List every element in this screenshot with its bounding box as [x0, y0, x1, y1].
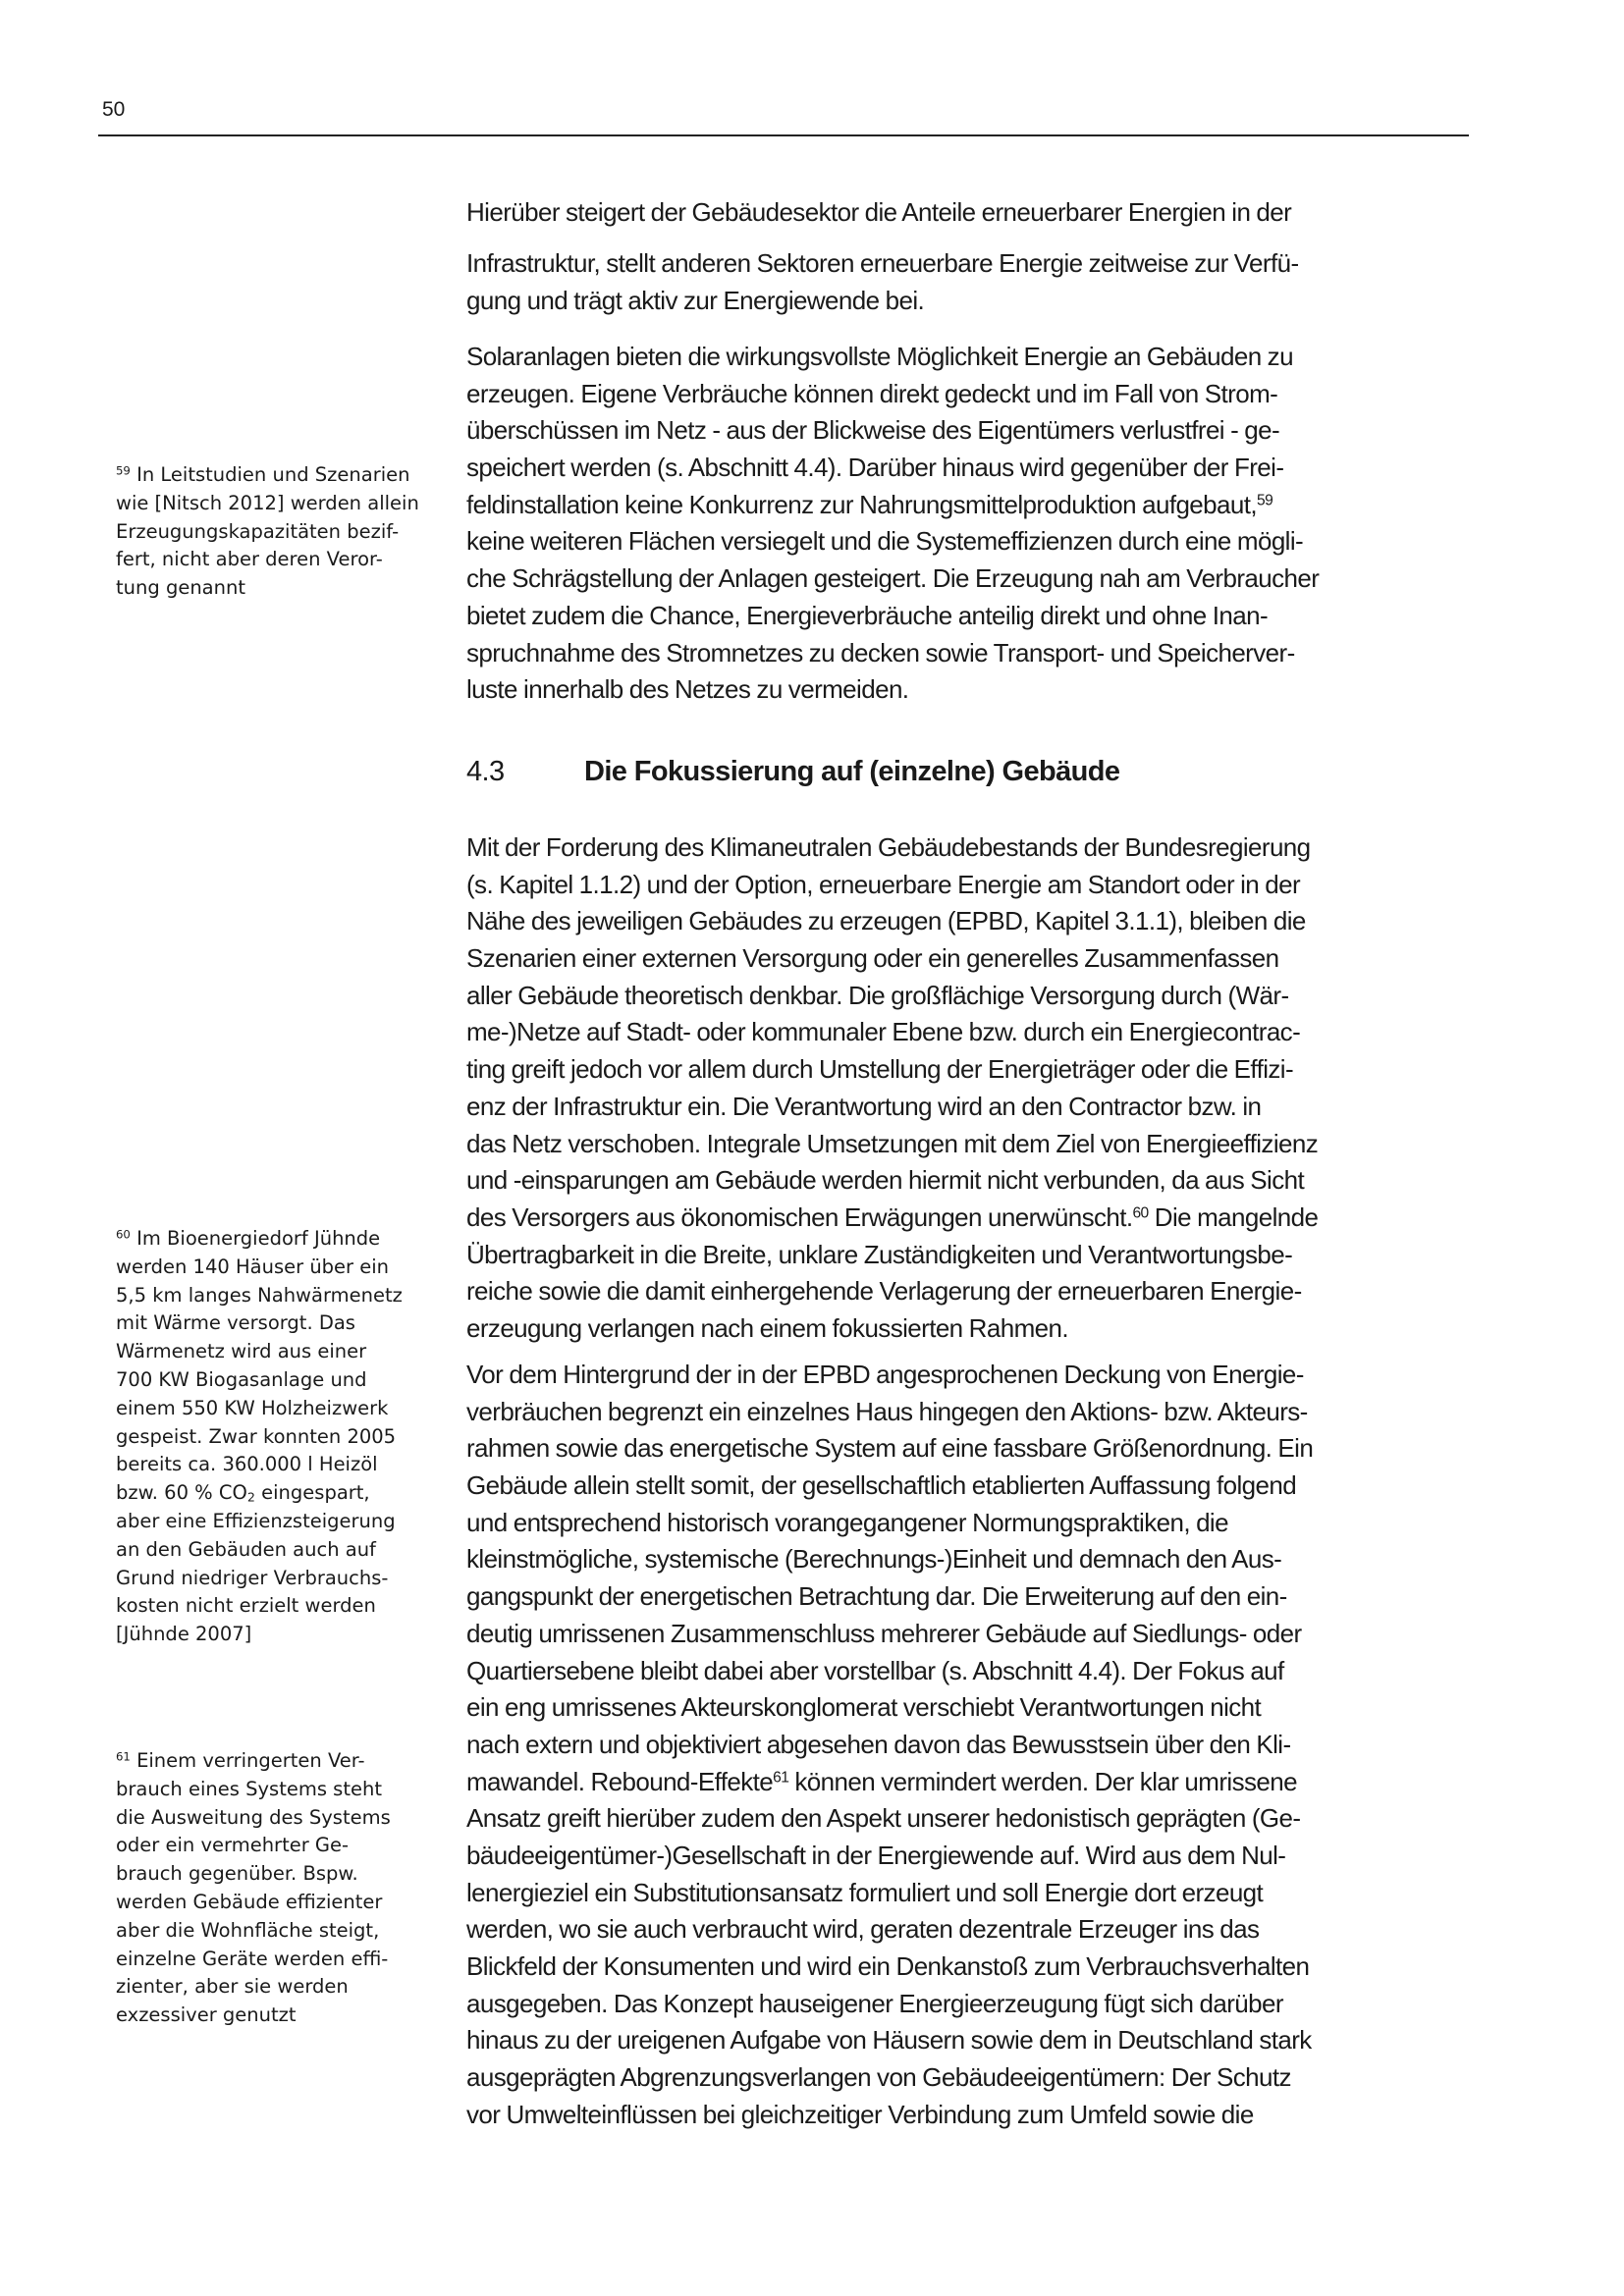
sidenote-line: exzessiver genutzt: [116, 2003, 297, 2027]
sidenote-line: zienter, aber sie werden: [116, 1975, 349, 1999]
paragraph-4: [466, 829, 1458, 1348]
sidenote-line: werden Gebäude effizienter: [116, 1890, 383, 1913]
text-line: bietet zudem die Chance, Energieverbräuche anteilig direkt und ohne Inan-: [466, 600, 1269, 630]
text-line: Übertragbarkeit in die Breite, unklare Zuständigkeiten und Verantwortungsbe-: [466, 1239, 1293, 1269]
sidenote-line: 700 KW Biogasanlage und: [116, 1367, 367, 1391]
text-line: Ansatz greift hierüber zudem den Aspekt unserer hedonistisch geprägten (Ge-: [466, 1803, 1301, 1834]
text-line: werden, wo sie auch verbraucht wird, geraten dezentrale Erzeuger ins das: [466, 1914, 1260, 1945]
sidenote-line: wie [Nitsch 2012] werden allein: [116, 491, 419, 514]
sidenote-line: brauch gegenüber. Bspw.: [116, 1862, 358, 1886]
text-line: che Schrägstellung der Anlagen gesteigert. Die Erzeugung nah am Verbraucher: [466, 563, 1320, 594]
subscript: 2: [246, 1489, 255, 1505]
text-span: In Leitstudien und Szenarien: [130, 463, 410, 486]
footnote-ref-59[interactable]: 59: [1257, 492, 1273, 509]
text-span: des Versorgers aus ökonomischen Erwägungen unerwünscht.: [466, 1201, 1133, 1232]
text-line: und -einsparungen am Gebäude werden hiermit nicht verbunden, da aus Sicht: [466, 1165, 1305, 1196]
page-number: 50: [102, 98, 126, 121]
sidenote-line: tung genannt: [116, 576, 245, 600]
section-heading: [466, 756, 1119, 788]
text-line: [466, 1764, 1458, 1801]
text-line: (s. Kapitel 1.1.2) und der Option, erneuerbare Energie am Standort oder in der: [466, 869, 1301, 899]
text-line: kleinstmögliche, systemische (Berechnungs-)Einheit und demnach den Aus-: [466, 1544, 1282, 1575]
sidenote-60: [116, 1225, 430, 1649]
text-line: Infrastruktur, stellt anderen Sektoren erneuerbare Energie zeitweise zur Verfü-: [466, 248, 1299, 278]
sidenote-line: 5,5 km langes Nahwärmenetz: [116, 1283, 403, 1307]
sidenote-59: [116, 461, 430, 603]
text-line: [466, 487, 1458, 524]
sidenote-line: werden 140 Häuser über ein: [116, 1255, 390, 1278]
text-line: Vor dem Hintergrund der in der EPBD angesprochenen Deckung von Energie-: [466, 1360, 1304, 1389]
text-line: gangspunkt der energetischen Betrachtung dar. Die Erweiterung auf den ein-: [466, 1581, 1287, 1612]
sidenote-line: oder ein vermehrter Ge-: [116, 1834, 350, 1857]
sidenote-line: an den Gebäuden auch auf: [116, 1537, 376, 1561]
text-line: gung und trägt aktiv zur Energiewende bei.: [466, 285, 925, 315]
text-line: [466, 1200, 1458, 1237]
text-line: überschüssen im Netz - aus der Blickweise des Eigentümers verlustfrei - ge-: [466, 415, 1280, 446]
sidenote-line: fert, nicht aber deren Veror-: [116, 548, 383, 571]
sidenote-line: [116, 1747, 430, 1776]
sidenote-line: einzelne Geräte werden effi-: [116, 1947, 389, 1970]
text-line: und entsprechend historisch vorangegangener Normungspraktiken, die: [466, 1507, 1228, 1537]
text-span: Einem verringerten Ver-: [130, 1749, 365, 1772]
text-line: vor Umwelteinflüssen bei gleichzeitiger Verbindung zum Umfeld sowie die: [466, 2099, 1254, 2129]
text-line: Hierüber steigert der Gebäudesektor die Anteile erneuerbarer Energien in der: [466, 197, 1292, 227]
paragraph-2: [466, 245, 1458, 319]
text-line: hinaus zu der ureigenen Aufgabe von Häusern sowie dem in Deutschland stark: [466, 2025, 1312, 2056]
text-line: spruchnahme des Stromnetzes zu decken sowie Transport- und Speicherver-: [466, 637, 1295, 667]
paragraph-5: [466, 1357, 1458, 2133]
text-span: mawandel. Rebound-Effekte: [466, 1766, 774, 1796]
sidenote-line: Erzeugungskapazitäten bezif-: [116, 519, 400, 543]
text-line: Szenarien einer externen Versorgung oder ein generelles Zusammenfassen: [466, 943, 1279, 974]
text-line: luste innerhalb des Netzes zu vermeiden.: [466, 674, 909, 705]
text-line: aller Gebäude theoretisch denkbar. Die großflächige Versorgung durch (Wär-: [466, 980, 1289, 1010]
footnote-ref-60[interactable]: 60: [1132, 1204, 1149, 1222]
text-line: ting greift jedoch vor allem durch Umstellung der Energieträger oder die Effizi-: [466, 1054, 1294, 1085]
text-line: Gebäude allein stellt somit, der gesellschaftlich etablierten Auffassung folgend: [466, 1470, 1297, 1501]
sidenote-61: [116, 1747, 430, 2030]
text-line: reiche sowie die damit einhergehende Verlagerung der erneuerbaren Energie-: [466, 1276, 1302, 1307]
text-line: Blickfeld der Konsumenten und wird ein Denkanstoß zum Verbrauchsverhalten: [466, 1951, 1310, 1981]
sidenote-number: 60: [116, 1227, 131, 1242]
text-line: verbräuchen begrenzt ein einzelnes Haus hingegen den Aktions- bzw. Akteurs-: [466, 1396, 1308, 1426]
text-span: bzw. 60 % CO: [116, 1481, 247, 1505]
sidenote-line: aber die Wohnfläche steigt,: [116, 1918, 380, 1942]
text-line: ausgeprägten Abgrenzungsverlangen von Gebäudeeigentümern: Der Schutz: [466, 2062, 1291, 2093]
text-line: bäudeeigentümer-)Gesellschaft in der Energiewende auf. Wird aus dem Nul-: [466, 1840, 1286, 1870]
text-line: rahmen sowie das energetische System auf eine fassbare Größenordnung. Ein: [466, 1433, 1314, 1464]
text-line: erzeugung verlangen nach einem fokussierten Rahmen.: [466, 1312, 1068, 1343]
text-span: Die mangelnde: [1148, 1201, 1319, 1232]
sidenote-line: aber eine Effizienzsteigerung: [116, 1509, 396, 1532]
sidenote-number: 61: [116, 1749, 131, 1764]
text-line: das Netz verschoben. Integrale Umsetzungen mit dem Ziel von Energieeffizienz: [466, 1128, 1319, 1158]
sidenote-line: mit Wärme versorgt. Das: [116, 1311, 355, 1335]
text-span: eingespart,: [254, 1481, 370, 1505]
header-rule: [98, 134, 1469, 136]
sidenote-line: die Ausweitung des Systems: [116, 1805, 391, 1829]
text-line: erzeugen. Eigene Verbräuche können direkt gedeckt und im Fall von Strom-: [466, 378, 1278, 408]
text-line: lenergieziel ein Substitutionsansatz formuliert und soll Energie dort erzeugt: [466, 1877, 1264, 1907]
sidenote-line: einem 550 KW Holzheizwerk: [116, 1396, 389, 1419]
sidenote-line: Grund niedriger Verbrauchs-: [116, 1566, 389, 1589]
sidenote-line: kosten nicht erzielt werden: [116, 1594, 376, 1618]
section-title: Die Fokussierung auf (einzelne) Gebäude: [584, 756, 1120, 787]
text-line: Solaranlagen bieten die wirkungsvollste Möglichkeit Energie an Gebäuden zu: [466, 342, 1293, 371]
text-line: me-)Netze auf Stadt- oder kommunaler Ebene bzw. durch ein Energiecontrac-: [466, 1017, 1301, 1047]
section-number: 4.3: [466, 756, 505, 787]
text-span: Im Bioenergiedorf Jühnde: [130, 1227, 381, 1250]
text-line: Nähe des jeweiligen Gebäudes zu erzeugen (EPBD, Kapitel 3.1.1), bleiben die: [466, 906, 1306, 936]
paragraph-1: [466, 194, 1458, 232]
text-line: Quartiersebene bleibt dabei aber vorstellbar (s. Abschnitt 4.4). Der Fokus auf: [466, 1655, 1284, 1685]
sidenote-line: [116, 1225, 430, 1254]
text-span: können vermindert werden. Der klar umrissene: [788, 1766, 1297, 1796]
text-line: Mit der Forderung des Klimaneutralen Gebäudebestands der Bundesregierung: [466, 832, 1311, 862]
text-line: enz der Infrastruktur ein. Die Verantwortung wird an den Contractor bzw. in: [466, 1091, 1262, 1121]
paragraph-3: [466, 339, 1458, 709]
text-line: keine weiteren Flächen versiegelt und die Systemeffizienzen durch eine mögli-: [466, 526, 1304, 557]
sidenote-line: [Jühnde 2007]: [116, 1623, 252, 1646]
sidenote-number: 59: [116, 463, 131, 478]
text-line: speichert werden (s. Abschnitt 4.4). Darüber hinaus wird gegenüber der Frei-: [466, 453, 1284, 483]
sidenote-line: [116, 1479, 430, 1508]
footnote-ref-61[interactable]: 61: [773, 1768, 789, 1786]
sidenote-line: Wärmenetz wird aus einer: [116, 1340, 367, 1363]
text-line: ein eng umrissenes Akteurskonglomerat verschiebt Verantwortungen nicht: [466, 1692, 1262, 1723]
text-line: deutig umrissenen Zusammenschluss mehrerer Gebäude auf Siedlungs- oder: [466, 1618, 1302, 1648]
sidenote-line: brauch eines Systems steht: [116, 1777, 382, 1800]
text-line: nach extern und objektiviert abgesehen davon das Bewusstsein über den Kli-: [466, 1729, 1291, 1759]
sidenote-line: [116, 461, 430, 490]
text-span: feldinstallation keine Konkurrenz zur Nahrungsmittelproduktion aufgebaut,: [466, 489, 1257, 519]
sidenote-line: gespeist. Zwar konnten 2005: [116, 1424, 397, 1448]
sidenote-line: bereits ca. 360.000 l Heizöl: [116, 1453, 378, 1476]
text-line: ausgegeben. Das Konzept hauseigener Energieerzeugung fügt sich darüber: [466, 1988, 1283, 2018]
